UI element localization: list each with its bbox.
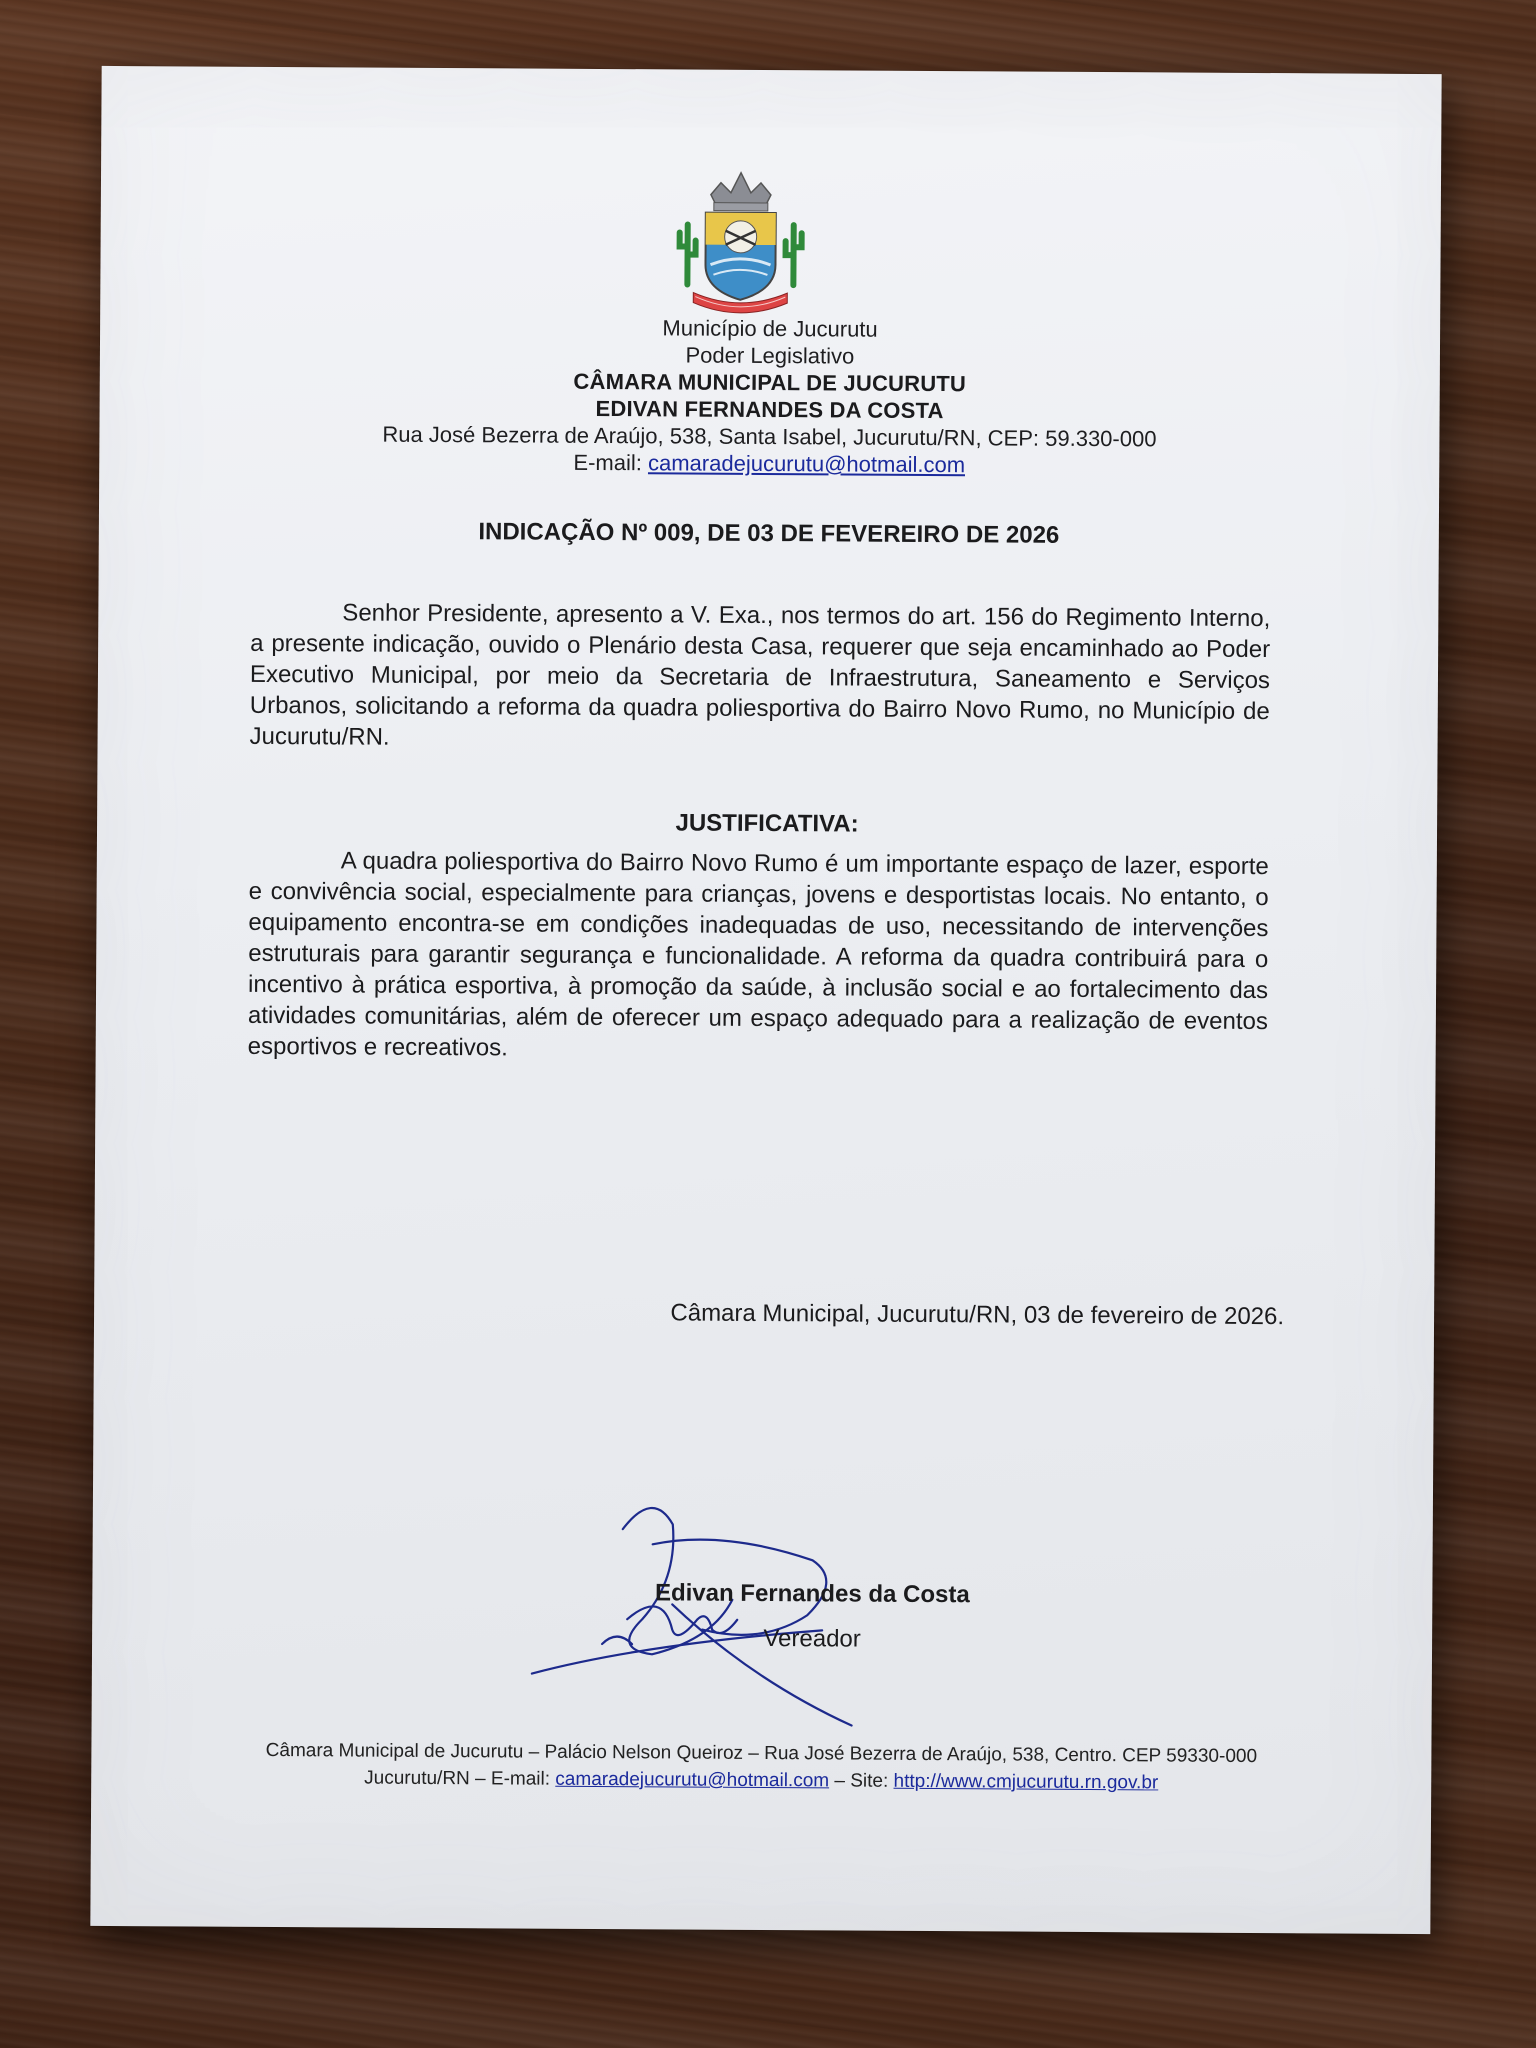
document-page	[90, 66, 1441, 1934]
crest-logo	[665, 164, 816, 315]
councilor-name: EDIVAN FERNANDES DA COSTA	[595, 395, 944, 424]
address: Rua José Bezerra de Araújo, 538, Santa Isabel, Jucurutu/RN, CEP: 59.330-000	[382, 421, 1157, 452]
municipality: Município de Jucurutu	[662, 315, 878, 342]
justification-title: JUSTIFICATIVA:	[675, 809, 859, 838]
email-link[interactable]: camaradejucurutu@hotmail.com	[647, 450, 966, 478]
signer-name: Edivan Fernandes da Costa	[654, 1579, 970, 1609]
signer-role: Vereador	[763, 1624, 861, 1653]
letterhead	[99, 311, 1440, 481]
footer-site-link[interactable]: http://www.cmjucurutu.rn.gov.br	[893, 1770, 1159, 1794]
email-label: E-mail:	[573, 449, 642, 476]
branch: Poder Legislativo	[685, 342, 855, 369]
footer-email-link[interactable]: camaradejucurutu@hotmail.com	[555, 1768, 830, 1792]
footer-site-label: – Site:	[834, 1770, 889, 1792]
body-paragraph: Senhor Presidente, apresento a V. Exa., nos termos do art. 156 do Regimento Interno, a presente indicação, ouvido o Plenário desta Casa, requerer que seja encaminhado ao Poder Executivo Municipal, por meio da Secretaria de Infraestrutura, Saneamento e Serviços Urbanos, solicitando a reforma da quadra poliesportiva do Bairro Novo Rumo, no Município de Jucurutu/RN.	[249, 599, 1271, 751]
place-date: Câmara Municipal, Jucurutu/RN, 03 de fevereiro de 2026.	[670, 1299, 1285, 1331]
chamber-name: CÂMARA MUNICIPAL DE JUCURUTU	[573, 368, 967, 397]
page-footer	[91, 1736, 1431, 1798]
handwritten-signature	[521, 1469, 903, 1751]
footer-address: Câmara Municipal de Jucurutu – Palácio Nelson Queiroz – Rua José Bezerra de Araújo, 538, Centro. CEP 59330-000	[265, 1739, 1258, 1768]
justification-paragraph: A quadra poliesportiva do Bairro Novo Rumo é um importante espaço de lazer, esporte e convivência social, especialmente para crianças, jovens e desportistas locais. No entanto, o equipamento encontra-se em condições inadequadas de uso, necessitando de intervenções estruturais para garantir segurança e funcionalidade. A reforma da quadra contribuirá para o incentivo à prática esportiva, à promoção da saúde, à inclusão social e ao fortalecimento das atividades comunitárias, além de oferecer um espaço adequado para a realização de eventos esportivos e recreativos.	[247, 847, 1269, 1062]
document-title: INDICAÇÃO Nº 009, DE 03 DE FEVEREIRO DE 2026	[478, 518, 1060, 549]
footer-email-label: Jucurutu/RN – E-mail:	[364, 1767, 551, 1790]
